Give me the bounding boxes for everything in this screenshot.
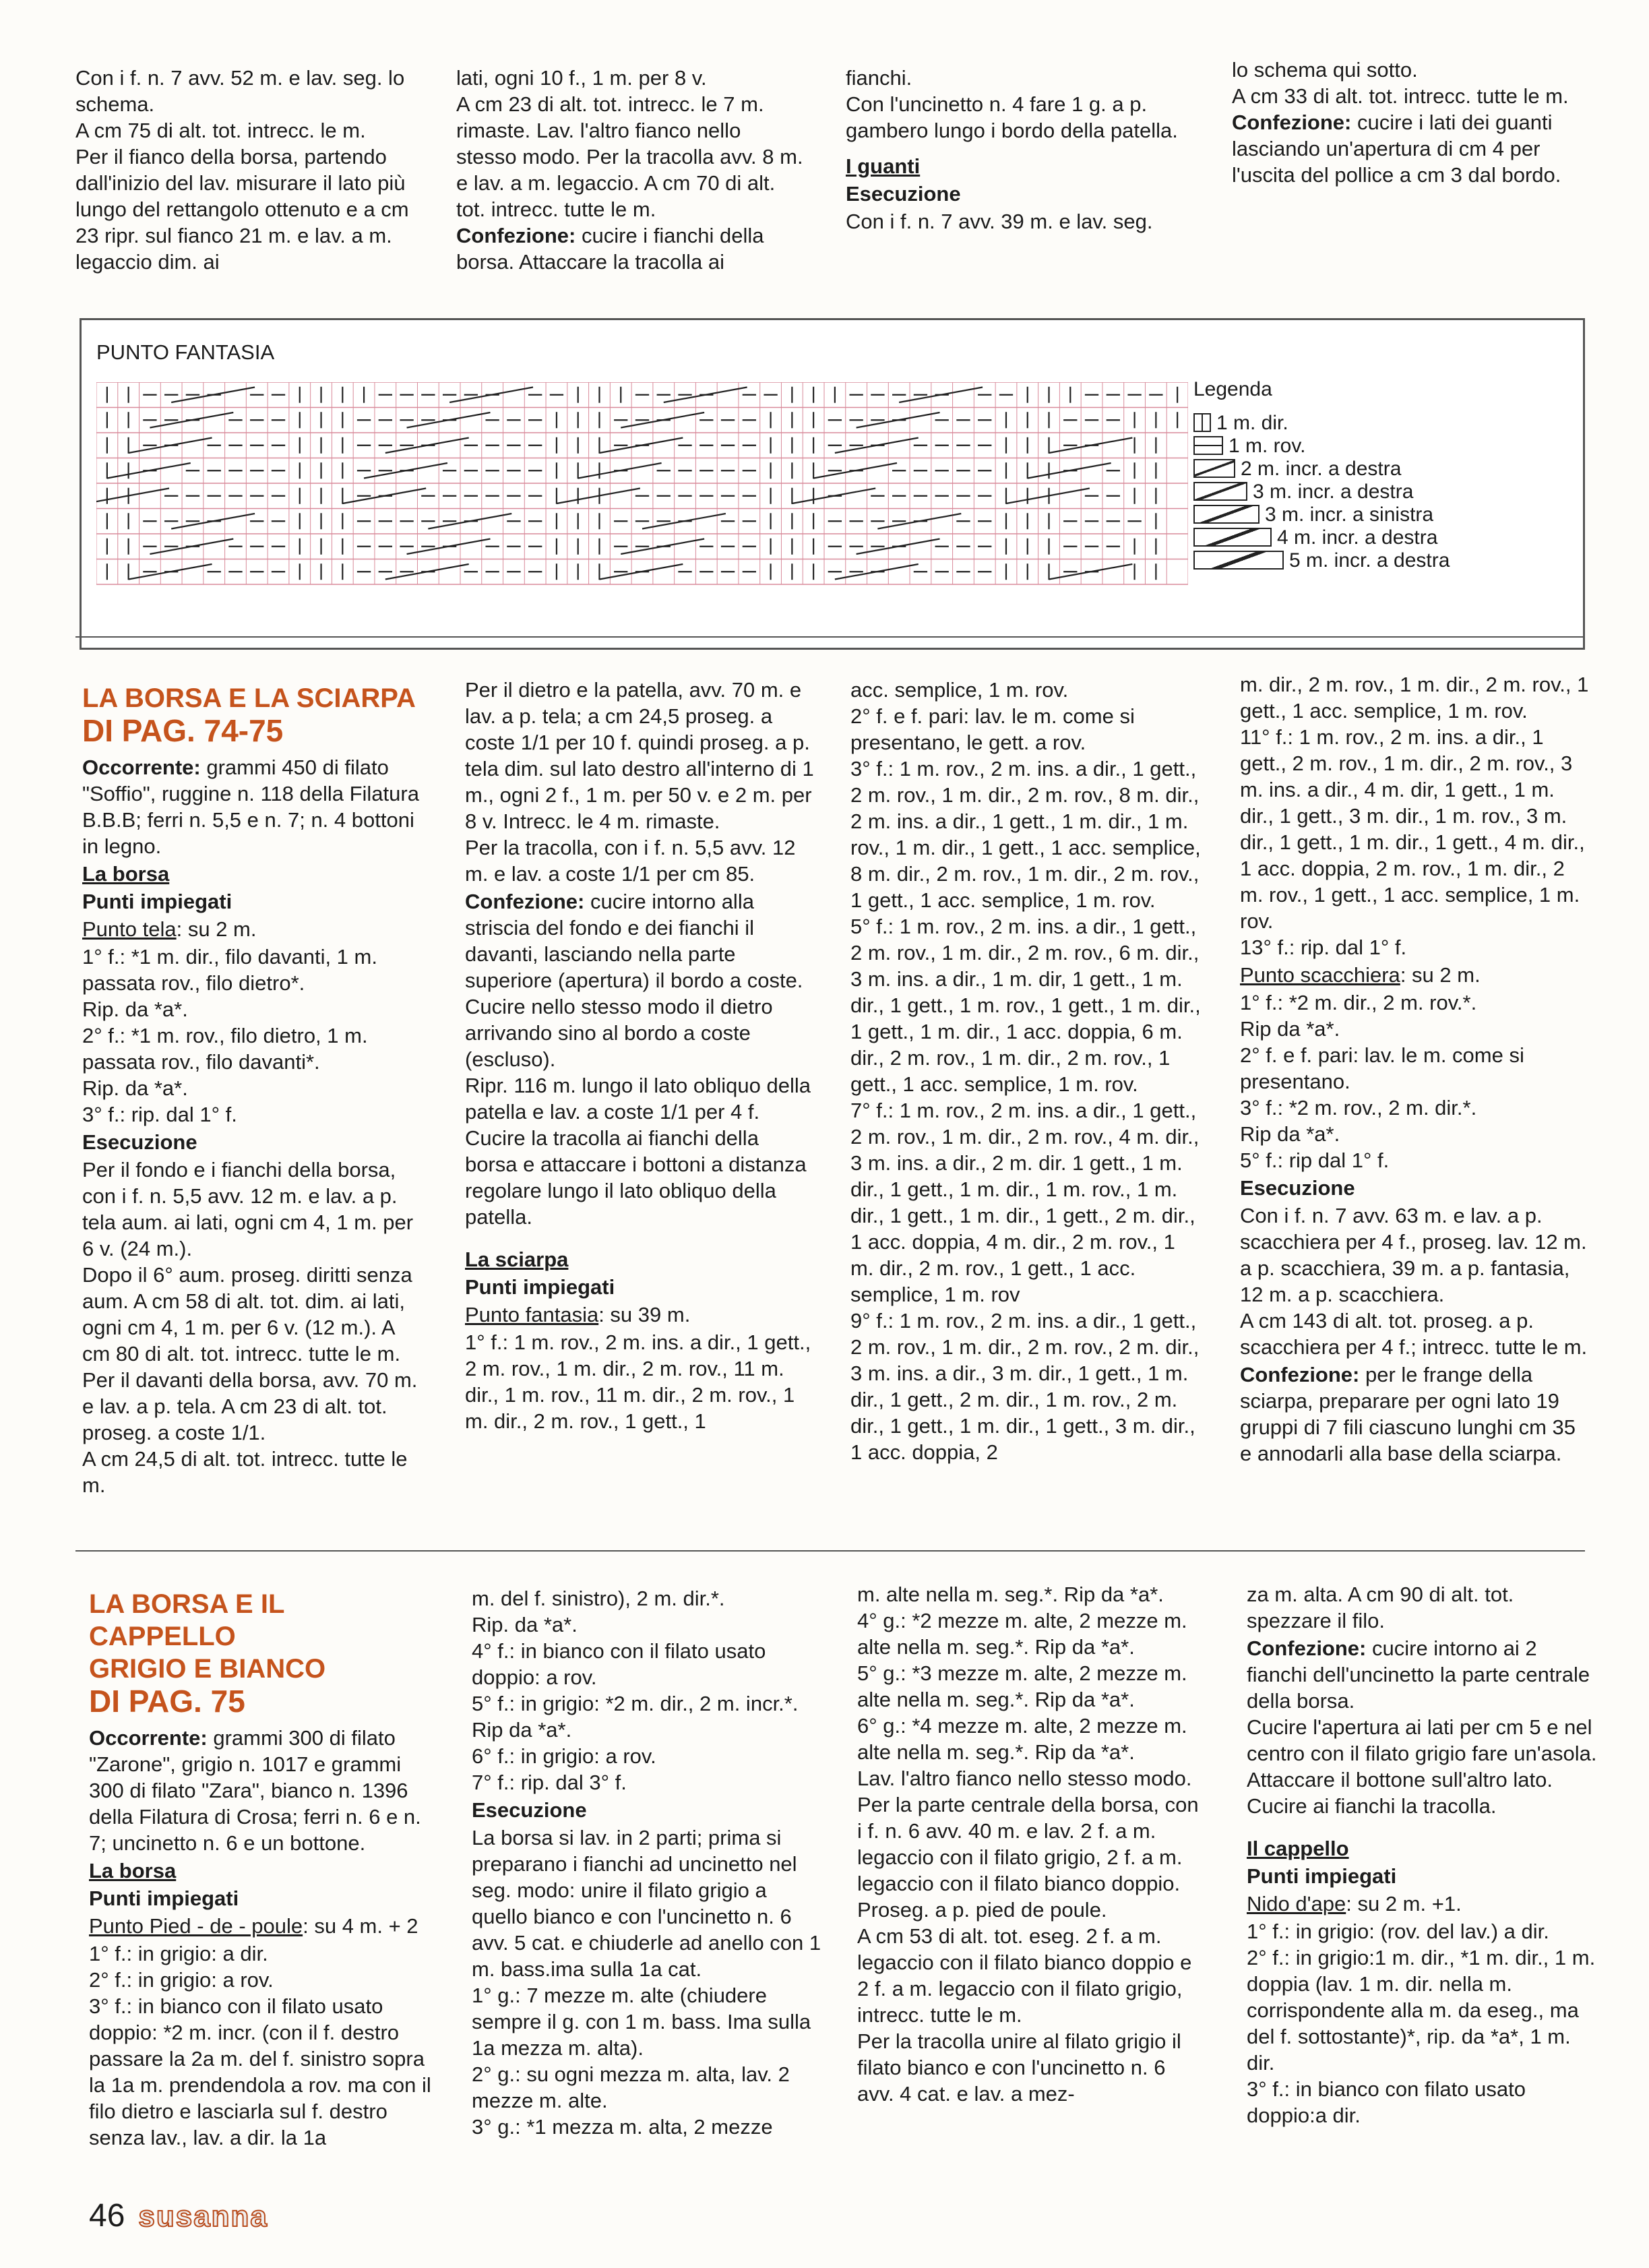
body-text: Confezione: per le frange della sciarpa, preparare per ogni lato 19 gruppi di 7 fili ciascuno lunghi cm 35 e annodarli alla base della sciarpa. xyxy=(1240,1363,1582,1465)
body-text: Per il dietro e la patella, avv. 70 m. e lav. a p. tela; a cm 24,5 proseg. a coste 1/1 per 10 f. quindi proseg. a p. tela dim. sul lato destro all'interno di 1 m., ogni 2 f., 1 m. per 50 v. e 2 m. per 8 v. Intrecc. le 4 m. rimaste. Per la tracolla, con i f. n. 5,5 avv. 12 m. e lav. a coste 1/1 per cm 85. xyxy=(465,678,814,886)
stitch-increase xyxy=(664,388,747,403)
stitch-increase xyxy=(599,438,683,454)
chart-legend xyxy=(1193,378,1450,572)
body-text: 1° f.: *2 m. dir., 2 m. rov.*. Rip da *a*. 2° f. e f. pari: lav. le m. come si presentano. 3° f.: *2 m. rov., 2 m. dir.*. Rip da *a*. 5° f.: rip dal 1° f. xyxy=(1240,991,1524,1172)
stitch-increase xyxy=(385,564,469,580)
stitch-increase xyxy=(171,388,255,403)
divider xyxy=(75,1550,1585,1552)
body-text: Confezione: cucire intorno alla striscia del fondo e dei fianchi il davanti, lasciando nella parte superiore (apertura) il bordo a coste. Cucire nello stesso modo il dietro arrivando sino al bordo a coste (escluso). Ripr. 116 m. lungo il lato obliquo della patella e lav. a coste 1/1 per 4 f. Cucire la tracolla ai fianchi della borsa e attaccare i bottoni a distanza regolare lungo il lato obliquo della patella. xyxy=(465,890,811,1229)
legend-label: 1 m. dir. xyxy=(1216,411,1288,434)
subheading-guanti: I guanti xyxy=(846,154,921,178)
stitch-increase xyxy=(899,388,983,403)
legend-symbol-icon xyxy=(1193,551,1284,570)
stitch-increase xyxy=(171,514,255,529)
stitch-increase xyxy=(1049,438,1133,454)
top-column-4 xyxy=(1232,57,1582,189)
subheading: Esecuzione xyxy=(472,1798,587,1822)
legend-label: 2 m. incr. a destra xyxy=(1241,457,1402,480)
stitch-increase xyxy=(150,539,233,555)
body-text: Con i f. n. 7 avv. 63 m. e lav. a p. scacchiera per 4 f., proseg. lav. 12 m. a p. scacchiera, 39 m. a p. fantasia, 12 m. a p. scacchiera. A cm 143 di alt. tot. proseg. a p. scacchiera per 4 f.; intrecc. tutte le m. xyxy=(1240,1204,1588,1359)
legend-item xyxy=(1193,526,1450,549)
legend-item xyxy=(1193,503,1450,526)
stitch-increase xyxy=(621,412,704,428)
sec1-column-2 xyxy=(465,677,815,1436)
stitch-increase xyxy=(107,463,191,479)
legend-item xyxy=(1193,549,1450,572)
subheading: Esecuzione xyxy=(846,182,961,206)
sec2-column-2 xyxy=(472,1585,822,2141)
body-text: Confezione: cucire intorno ai 2 fianchi dell'uncinetto la parte centrale della borsa. Cucire l'apertura ai lati per cm 5 e nel centro con il filato grigio fare un'asola. Attaccare il bottone sull'altro lato. Cucire ai fianchi la tracolla. xyxy=(1247,1636,1597,1818)
subheading: Punti impiegati xyxy=(82,890,232,913)
section-title: LA BORSA E IL CAPPELLO GRIGIO E BIANCO DI PAG. 75 xyxy=(89,1589,326,1719)
sec2-column-1 xyxy=(89,1588,434,2152)
legend-symbol-icon xyxy=(1193,436,1223,455)
legend-item xyxy=(1193,480,1450,503)
body-text: Occorrente: grammi 450 di filato "Soffio", ruggine n. 118 della Filatura B.B.B; ferri n. 5,5 e n. 7; n. 4 bottoni in legno. xyxy=(82,756,425,858)
body-text: acc. semplice, 1 m. rov. 2° f. e f. pari: lav. le m. come si presentano, le gett. a rov. 3° f.: 1 m. rov., 2 m. ins. a dir., 1 gett., 2 m. rov., 1 m. dir., 2 m. rov., 8 m. dir., 2 m. ins. a dir., 1 gett., 1 m. dir., 1 m. rov., 1 m. dir., 1 gett., 1 acc. semplice, 8 m. dir., 2 m. rov., 1 m. dir., 2 m. rov., 1 gett., 1 acc. semplice, 1 m. rov. 5° f.: 1 m. rov., 2 m. ins. a dir., 1 gett., 2 m. rov., 1 m. dir., 2 m. rov., 6 m. dir., 3 m. ins. a dir., 1 m. dir, 1 gett., 1 m. dir., 1 gett., 1 m. rov., 1 gett., 1 m. dir., 1 gett., 1 m. dir., 1 acc. doppia, 6 m. dir., 2 m. rov., 1 m. dir., 2 m. rov., 1 gett., 1 acc. semplice, 1 m. rov. 7° f.: 1 m. rov., 2 m. ins. a dir., 1 gett., 2 m. rov., 1 m. dir., 2 m. rov., 4 m. dir., 3 m. ins. a dir., 2 m. dir. 1 gett., 1 m. dir., 1 gett., 1 m. dir., 1 m. rov., 1 m. dir., 1 gett., 1 m. dir., 1 gett., 2 m. dir., 1 acc. doppia, 4 m. dir., 2 m. rov., 1 m. dir., 2 m. rov., 1 gett., 1 acc. semplice, 1 m. rov 9° f.: 1 m. rov., 2 m. ins. a dir., 1 gett., 2 m. rov., 1 m. dir., 2 m. rov., 2 m. dir., 3 m. ins. a dir., 3 m. dir., 1 gett., 1 m. dir., 1 gett., 2 m. dir., 1 m. rov., 2 m. dir., 1 gett., 1 m. dir., 1 gett., 3 m. dir., 1 acc. doppia, 2 xyxy=(850,678,1201,1464)
stitch-increase xyxy=(1049,564,1133,580)
legend-label: 4 m. incr. a destra xyxy=(1277,526,1438,549)
magazine-brand: susanna xyxy=(138,2200,268,2233)
legend-symbol-icon xyxy=(1193,528,1272,547)
stitch-increase xyxy=(621,539,704,555)
legend-label: 1 m. rov. xyxy=(1228,434,1306,457)
body-text: 1° f.: *1 m. dir., filo davanti, 1 m. passata rov., filo dietro*. Rip. da *a*. 2° f.: *1 m. rov., filo dietro, 1 m. passata rov., filo davanti*. Rip. da *a*. 3° f.: rip. dal 1° f. xyxy=(82,945,377,1126)
subheading: Punti impiegati xyxy=(1247,1864,1397,1888)
stitch-increase xyxy=(835,564,919,580)
stitch-increase xyxy=(342,489,426,504)
body-text: lati, ogni 10 f., 1 m. per 8 v. A cm 23 di alt. tot. intrecc. le 7 m. rimaste. Lav. l'altro fianco nello stesso modo. Per la tracolla avv. 8 m. e lav. a m. legaccio. A cm 70 di alt. tot. intrecc. tutte le m. Confezione: cucire i fianchi della borsa. Attaccare la tracolla ai xyxy=(456,66,803,274)
body-text: lo schema qui sotto. A cm 33 di alt. tot. intrecc. tutte le m. Confezione: cucire i lati dei guanti lasciando un'apertura di cm 4 per l'uscita del pollice a cm 3 dal bordo. xyxy=(1232,58,1569,187)
legend-items xyxy=(1193,411,1450,572)
chart-title: PUNTO FANTASIA xyxy=(96,340,275,364)
stitch-increase xyxy=(857,412,940,428)
stitch-increase xyxy=(364,463,447,479)
top-column-1 xyxy=(75,65,416,276)
subheading: Esecuzione xyxy=(1240,1176,1355,1200)
body-text: fianchi. Con l'uncinetto n. 4 fare 1 g. a p. gambero lungo i bordo della patella. xyxy=(846,66,1178,142)
stitch-increase xyxy=(857,539,940,555)
body-text: za m. alta. A cm 90 di alt. tot. spezzare il filo. xyxy=(1247,1583,1520,1632)
stitch-increase xyxy=(129,438,212,454)
stitch-increase xyxy=(792,489,875,504)
stitch-grid-svg xyxy=(96,382,1188,642)
sec1-column-1 xyxy=(82,682,427,1500)
legend-symbol-icon xyxy=(1193,459,1235,478)
stitch-increase xyxy=(1028,463,1111,479)
legend-label: 5 m. incr. a destra xyxy=(1289,549,1450,572)
stitch-increase xyxy=(642,514,726,529)
stitch-increase xyxy=(877,514,961,529)
stitch-increase xyxy=(407,412,491,428)
legend-item xyxy=(1193,434,1450,457)
body-text: Punto tela: su 2 m. xyxy=(82,917,257,941)
legend-symbol-icon xyxy=(1193,413,1211,432)
body-text: m. alte nella m. seg.*. Rip da *a*. 4° g.: *2 mezze m. alte, 2 mezze m. alte nella m. seg.*. Rip da *a*. 5° g.: *3 mezze m. alte, 2 mezze m. alte nella m. seg.*. Rip da *a*. 6° g.: *4 mezze m. alte, 2 mezze m. alte nella m. seg.*. Rip da *a*. Lav. l'altro fianco nello stesso modo. Per la parte centrale della borsa, con i f. n. 6 avv. 40 m. e lav. 2 f. a m. legaccio con il filato grigio, 2 f. a m. legaccio con il filato bianco doppio. Proseg. a p. pied de poule. A cm 53 di alt. tot. eseg. 2 f. a m. legaccio con il filato bianco doppio e 2 f. a m. legaccio con il filato grigio, intrecc. tutte le m. Per la tracolla unire al filato grigio il filato bianco e con l'uncinetto n. 6 avv. 4 cat. e lav. a mez- xyxy=(857,1583,1199,2106)
body-text: Con i f. n. 7 avv. 39 m. e lav. seg. xyxy=(846,210,1153,233)
legend-symbol-icon xyxy=(1193,482,1247,501)
body-text: m. del f. sinistro), 2 m. dir.*. Rip. da *a*. 4° f.: in bianco con il filato usato doppio: a rov. 5° f.: in grigio: *2 m. dir., 2 m. incr.*. Rip da *a*. 6° f.: in grigio: a rov. 7° f.: rip. dal 3° f. xyxy=(472,1587,799,1794)
stitch-increase xyxy=(835,438,919,454)
legend-label: 3 m. incr. a destra xyxy=(1253,480,1414,503)
section-title: LA BORSA E LA SCIARPA DI PAG. 74-75 xyxy=(82,683,416,748)
stitch-increase xyxy=(129,564,212,580)
stitch-increase xyxy=(599,564,683,580)
legend-item xyxy=(1193,411,1450,434)
body-text: m. dir., 2 m. rov., 1 m. dir., 2 m. rov., 1 gett., 1 acc. semplice, 1 m. rov. 11° f.: 1 m. rov., 2 m. ins. a dir., 1 gett., 2 m. rov., 1 m. dir., 2 m. rov., 3 m. ins. a dir., 4 m. dir, 1 gett., 1 m. dir., 1 gett., 3 m. dir., 1 m. rov., 3 m. dir., 1 gett., 1 m. dir., 1 gett., 4 m. dir., 1 acc. doppia, 2 m. rov., 1 m. dir., 2 m. rov., 1 gett., 1 acc. semplice, 1 m. rov. 13° f.: rip. dal 1° f. xyxy=(1240,673,1589,959)
knitting-chart-box xyxy=(80,318,1585,650)
body-text: La borsa si lav. in 2 parti; prima si preparano i fianchi ad uncinetto nel seg. modo: unire il filato grigio a quello bianco e con l'uncinetto n. 6 avv. 5 cat. e chiuderle ad anello con 1 m. bass.ima sulla 1a cat. 1° g.: 7 mezze m. alte (chiudere sempre il g. con 1 m. bass. Ima sulla 1a mezza m. alta). 2° g.: su ogni mezza m. alta, lav. 2 mezze m. alte. 3° g.: *1 mezza m. alta, 2 mezze xyxy=(472,1826,821,2139)
stitch-increase xyxy=(150,412,233,428)
top-column-2 xyxy=(456,65,807,276)
body-text: Punto fantasia: su 39 m. xyxy=(465,1303,691,1326)
body-text: 1° f.: 1 m. rov., 2 m. ins. a dir., 1 gett., 2 m. rov., 1 m. dir., 2 m. rov., 11 m. dir., 1 m. rov., 11 m. dir., 2 m. rov., 1 m. dir., 2 m. rov., 1 gett., 1 xyxy=(465,1330,817,1433)
subheading: Punti impiegati xyxy=(89,1887,239,1910)
subheading-cappello: Il cappello xyxy=(1247,1837,1349,1860)
sec1-column-4 xyxy=(1240,671,1590,1468)
subheading: Esecuzione xyxy=(82,1130,197,1154)
legend-item xyxy=(1193,457,1450,480)
subheading: Punti impiegati xyxy=(465,1275,615,1299)
subheading-sciarpa: La sciarpa xyxy=(465,1248,569,1271)
stitch-increase xyxy=(385,438,469,454)
body-text: Per il fondo e i fianchi della borsa, con i f. n. 5,5 avv. 12 m. e lav. a p. tela aum. ai lati, ogni cm 4, 1 m. per 6 v. (24 m.). Dopo il 6° aum. proseg. diritti senza aum. A cm 58 di alt. tot. dim. ai lati, ogni cm 4, 1 m. per 6 v. (12 m.). A cm 80 di alt. tot. intrecc. tutte le m. Per il davanti della borsa, avv. 70 m. e lav. a p. tela. A cm 23 di alt. tot. proseg. a coste 1/1. A cm 24,5 di alt. tot. intrecc. tutte le m. xyxy=(82,1158,418,1497)
stitch-increase xyxy=(428,514,511,529)
divider xyxy=(75,636,1585,638)
subheading-borsa: La borsa xyxy=(89,1859,177,1882)
body-text: Occorrente: grammi 300 di filato "Zarone", grigio n. 1017 e grammi 300 di filato "Zara", bianco n. 1396 della Filatura di Crosa; ferri n. 6 e n. 7; uncinetto n. 6 e un bottone. xyxy=(89,1726,427,1855)
body-text: Nido d'ape: su 2 m. +1. xyxy=(1247,1892,1462,1915)
subheading-borsa: La borsa xyxy=(82,862,170,886)
stitch-increase xyxy=(578,463,662,479)
legend-symbol-icon xyxy=(1193,505,1259,524)
top-column-3 xyxy=(846,65,1196,236)
page-footer xyxy=(89,2197,268,2234)
legend-title: Legenda xyxy=(1193,378,1272,400)
sec2-column-3 xyxy=(857,1581,1208,2108)
body-text: 1° f.: in grigio: (rov. del lav.) a dir. 2° f.: in grigio:1 m. dir., *1 m. dir., 1 m. doppia (lav. 1 m. dir. nella m. corrispondente alla m. da eseg., ma del f. sottostante)*, rip. da *a*, 1 m. dir. 3° f.: in bianco con filato usato doppio:a dir. xyxy=(1247,1920,1596,2127)
legend-label: 3 m. incr. a sinistra xyxy=(1265,503,1434,526)
stitch-increase xyxy=(449,388,533,403)
sec1-column-3 xyxy=(850,677,1201,1467)
body-text: Punto scacchiera: su 2 m. xyxy=(1240,963,1481,987)
stitch-increase xyxy=(1006,489,1090,504)
stitch-increase xyxy=(407,539,491,555)
stitch-increase xyxy=(813,463,897,479)
page-number: 46 xyxy=(89,2198,125,2234)
stitch-increase xyxy=(557,489,640,504)
sec2-column-4 xyxy=(1247,1581,1597,2130)
body-text: Punto Pied - de - poule: su 4 m. + 2 xyxy=(89,1914,418,1938)
body-text: 1° f.: in grigio: a dir. 2° f.: in grigio: a rov. 3° f.: in bianco con il filato usato doppio: *2 m. incr. (con il f. destro passare la 2a m. del f. sinistro sopra la 1a m. prendendola a rov. ma con il filo dietro e lasciarla sul f. destro senza lav., lav. a dir. la 1a xyxy=(89,1942,431,2149)
body-text: Con i f. n. 7 avv. 52 m. e lav. seg. lo schema. A cm 75 di alt. tot. intrecc. le m. Per il fianco della borsa, partendo dall'inizio del lav. misurare il lato più lungo del rettangolo ottenuto e a cm 23 ripr. sul fianco 21 m. e lav. a m. legaccio dim. ai xyxy=(75,66,409,274)
stitch-grid xyxy=(96,382,1188,646)
